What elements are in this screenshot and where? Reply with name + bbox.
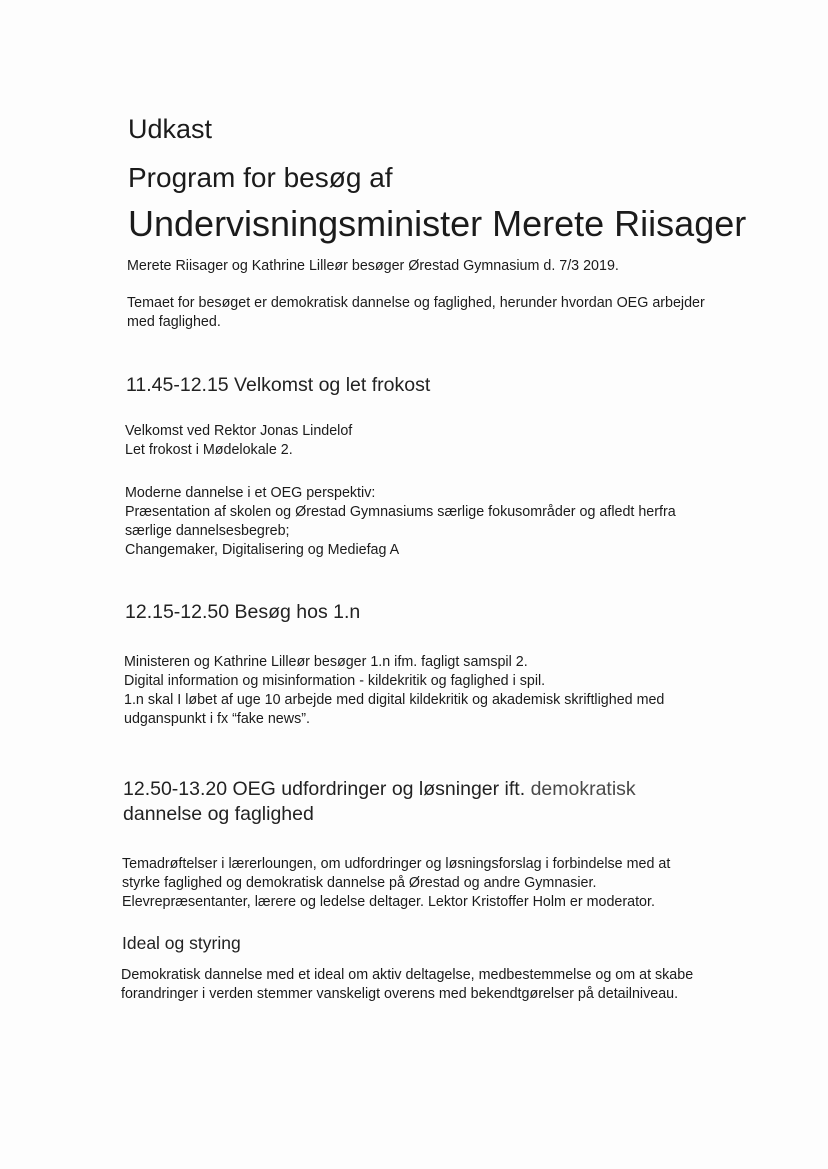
text-line: Demokratisk dannelse med et ideal om aktiv deltagelse, medbestemmelse og om at skabe — [121, 967, 694, 983]
text-line: med faglighed. — [127, 314, 221, 330]
class-visit-paragraph — [124, 653, 664, 729]
theme-paragraph — [127, 294, 705, 332]
program-title: Program for besøg af — [128, 162, 393, 193]
heading-text: 12.50-13.20 OEG udfordringer og løsninger ift. — [123, 778, 526, 800]
text-line: Temadrøftelser i lærerloungen, om udfordringer og løsningsforslag i forbindelse med at — [122, 856, 671, 872]
challenges-paragraph — [122, 855, 670, 912]
section-heading-challenges — [123, 778, 636, 801]
text-line: Changemaker, Digitalisering og Mediefag A — [125, 542, 400, 558]
draft-label: Udkast — [128, 114, 213, 144]
modern-formation-paragraph — [125, 484, 676, 560]
visit-line: Merete Riisager og Kathrine Lilleør besøger Ørestad Gymnasium d. 7/3 2019. — [127, 258, 619, 274]
heading-text: demokratisk — [530, 778, 636, 800]
text-line: forandringer i verden stemmer vanskeligt overens med bekendtgørelser på detailniveau. — [121, 986, 679, 1002]
text-line: Moderne dannelse i et OEG perspektiv: — [125, 485, 376, 501]
text-line: udganspunkt i fx “fake news”. — [124, 711, 310, 727]
welcome-paragraph — [125, 422, 352, 460]
section-heading-class-visit: 12.15-12.50 Besøg hos 1.n — [125, 601, 361, 623]
subsection-heading-ideal: Ideal og styring — [122, 933, 241, 953]
ideal-paragraph — [121, 966, 693, 1004]
section-heading-challenges-line2: dannelse og faglighed — [123, 803, 314, 825]
minister-title: Undervisningsminister Merete Riisager — [128, 203, 747, 244]
text-line: Let frokost i Mødelokale 2. — [125, 442, 293, 458]
text-line: særlige dannelsesbegreb; — [125, 523, 290, 539]
text-line: Temaet for besøget er demokratisk dannelse og faglighed, herunder hvordan OEG arbejder — [127, 295, 705, 311]
text-line: Velkomst ved Rektor Jonas Lindelof — [125, 423, 353, 439]
text-line: styrke faglighed og demokratisk dannelse på Ørestad og andre Gymnasier. — [122, 875, 597, 891]
text-line: Elevrepræsentanter, lærere og ledelse deltager. Lektor Kristoffer Holm er moderator. — [122, 894, 655, 910]
text-line: 1.n skal I løbet af uge 10 arbejde med digital kildekritik og akademisk skriftlighed med — [124, 692, 665, 708]
text-line: Digital information og misinformation - kildekritik og faglighed i spil. — [124, 673, 546, 689]
text-line: Ministeren og Kathrine Lilleør besøger 1.n ifm. fagligt samspil 2. — [124, 654, 528, 670]
section-heading-welcome: 11.45-12.15 Velkomst og let frokost — [126, 374, 431, 396]
text-line: Præsentation af skolen og Ørestad Gymnasiums særlige fokusområder og afledt herfra — [125, 504, 676, 520]
